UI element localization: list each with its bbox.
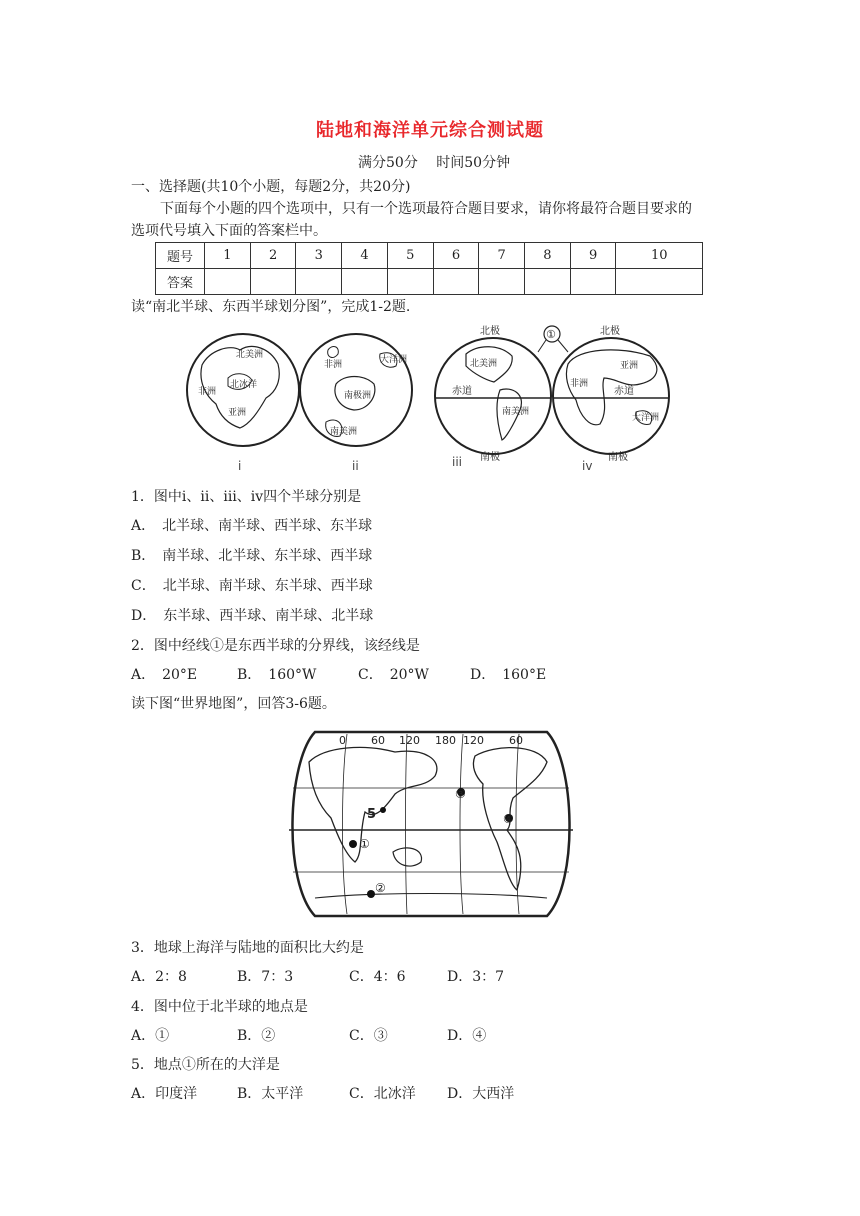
question-1-option-d[interactable]: D． 东半球、西半球、南半球、北半球 <box>131 608 374 624</box>
label-north-pole-iv: 北极 <box>600 326 620 337</box>
australia-outline <box>393 848 422 866</box>
answer-cell[interactable] <box>387 269 433 295</box>
label-oceania-ii: 大洋洲 <box>380 355 408 365</box>
answer-cell[interactable] <box>570 269 616 295</box>
question-number-cell: 4 <box>342 243 388 269</box>
question-4-option-c[interactable]: C．③ <box>349 1028 388 1044</box>
marker-1-label: ① <box>546 328 556 341</box>
label-south-pole-iii: 南极 <box>480 452 500 463</box>
label-equator-iv: 赤道 <box>614 386 634 397</box>
caption-ii: ii <box>352 459 359 473</box>
question-number-cell: 3 <box>296 243 342 269</box>
marker-3-label: ③ <box>455 787 466 801</box>
question-4-option-a[interactable]: A．① <box>131 1028 170 1044</box>
table-header-cell: 题号 <box>156 243 205 269</box>
table-row <box>156 243 703 269</box>
question-number-cell: 10 <box>616 243 703 269</box>
lon-label-60: 60 <box>371 734 385 747</box>
reading-prompt-1: 读“南北半球、东西半球划分图”，完成1-2题. <box>131 299 411 315</box>
question-5-stem: 5．地点①所在的大洋是 <box>131 1057 280 1073</box>
answer-cell[interactable] <box>205 269 251 295</box>
pointer-arrow-right <box>558 340 568 352</box>
question-3-option-c[interactable]: C．4：6 <box>349 969 406 985</box>
question-2-option-d[interactable]: D． 160°E <box>470 667 547 683</box>
lon-label-180: 180 <box>435 734 456 747</box>
answer-cell[interactable] <box>525 269 571 295</box>
question-number-cell: 8 <box>525 243 571 269</box>
label-asia-iv: 亚洲 <box>620 361 639 371</box>
map-meridian-2 <box>406 734 408 914</box>
question-2-option-b[interactable]: B． 160°W <box>237 667 317 683</box>
table-row <box>156 269 703 295</box>
marker-5-dot <box>380 807 386 813</box>
subtitle: 满分50分 时间50分钟 <box>358 155 511 171</box>
marker-1-label: ① <box>359 837 370 851</box>
question-5-option-a[interactable]: A．印度洋 <box>131 1086 198 1102</box>
question-5-option-d[interactable]: D．大西洋 <box>447 1086 515 1102</box>
lon-label-0: 0 <box>339 734 346 747</box>
answer-cell[interactable] <box>342 269 388 295</box>
answer-cell[interactable] <box>479 269 525 295</box>
answer-cell[interactable] <box>616 269 703 295</box>
question-2-stem: 2．图中经线①是东西半球的分界线，该经线是 <box>131 638 420 654</box>
question-5-option-c[interactable]: C．北冰洋 <box>349 1086 416 1102</box>
answer-cell[interactable] <box>250 269 296 295</box>
table-header-cell: 答案 <box>156 269 205 295</box>
question-1-option-c[interactable]: C． 北半球、南半球、东半球、西半球 <box>131 578 373 594</box>
question-number-cell: 7 <box>479 243 525 269</box>
marker-4-label: ④ <box>503 812 514 826</box>
question-3-stem: 3．地球上海洋与陆地的面积比大约是 <box>131 940 364 956</box>
marker-1-dot <box>349 840 357 848</box>
reading-prompt-2: 读下图“世界地图”，回答3-6题。 <box>131 696 336 712</box>
label-antarctica: 南极洲 <box>344 391 372 401</box>
lon-label-120w: 120 <box>463 734 484 747</box>
page-title: 陆地和海洋单元综合测试题 <box>316 120 544 141</box>
question-3-option-d[interactable]: D．3：7 <box>447 969 505 985</box>
label-equator-iii: 赤道 <box>452 386 472 397</box>
question-number-cell: 6 <box>433 243 479 269</box>
label-south-america-iii: 南美洲 <box>502 407 530 417</box>
question-number-cell: 9 <box>570 243 616 269</box>
label-africa-iv: 非洲 <box>570 379 589 389</box>
question-number-cell: 5 <box>387 243 433 269</box>
question-2-option-c[interactable]: C． 20°W <box>358 667 429 683</box>
answer-table <box>155 242 703 295</box>
label-africa-ii: 非洲 <box>324 360 343 370</box>
answer-cell[interactable] <box>433 269 479 295</box>
section-heading: 一、选择题(共10个小题，每题2分，共20分) <box>131 179 411 195</box>
caption-iv: iv <box>582 459 593 473</box>
marker-5-label: 5 <box>367 807 377 822</box>
instruction-line-2: 选项代号填入下面的答案栏中。 <box>131 223 327 239</box>
map-frame <box>292 732 569 916</box>
answer-cell[interactable] <box>296 269 342 295</box>
label-south-pole-iv: 南极 <box>608 452 628 463</box>
label-africa-i: 非洲 <box>198 387 217 397</box>
pointer-arrow-left <box>538 340 546 352</box>
marker-2-label: ② <box>375 881 386 895</box>
question-3-option-a[interactable]: A．2：8 <box>131 969 187 985</box>
label-oceania-iv: 大洋洲 <box>632 413 660 423</box>
label-asia: 亚洲 <box>228 408 247 418</box>
question-1-option-b[interactable]: B． 南半球、北半球、东半球、西半球 <box>131 548 373 564</box>
antarctica-outline <box>315 894 547 899</box>
hemisphere-iv <box>553 338 669 454</box>
caption-i: i <box>238 459 242 473</box>
label-south-america-ii: 南美洲 <box>330 427 358 437</box>
label-north-pole-iii: 北极 <box>480 326 500 337</box>
label-arctic-ocean: 北冰洋 <box>230 380 258 390</box>
question-number-cell: 1 <box>205 243 251 269</box>
map-meridian-3 <box>460 734 463 914</box>
map-meridian-1 <box>343 734 348 914</box>
question-5-option-b[interactable]: B．太平洋 <box>237 1086 304 1102</box>
africa-tip <box>328 347 339 358</box>
caption-iii: iii <box>452 455 463 469</box>
lon-label-60w: 60 <box>509 734 523 747</box>
lon-label-120e: 120 <box>399 734 420 747</box>
question-2-option-a[interactable]: A． 20°E <box>131 667 198 683</box>
hemisphere-figure <box>180 320 680 480</box>
label-north-america-iii: 北美洲 <box>470 359 498 369</box>
question-1-stem: 1．图中ⅰ、ⅱ、ⅲ、ⅳ四个半球分别是 <box>131 489 362 505</box>
question-3-option-b[interactable]: B．7：3 <box>237 969 294 985</box>
question-number-cell: 2 <box>250 243 296 269</box>
question-1-option-a[interactable]: A． 北半球、南半球、西半球、东半球 <box>131 518 373 534</box>
question-4-option-b[interactable]: B．② <box>237 1028 276 1044</box>
marker-2-dot <box>367 890 375 898</box>
label-north-america: 北美洲 <box>236 350 264 360</box>
question-4-stem: 4．图中位于北半球的地点是 <box>131 999 308 1015</box>
world-map <box>275 722 587 928</box>
afro-eurasia-outline <box>309 747 437 862</box>
question-4-option-d[interactable]: D．④ <box>447 1028 487 1044</box>
instruction-line-1: 下面每个小题的四个选项中，只有一个选项最符合题目要求，请你将最符合题目要求的 <box>160 201 692 217</box>
